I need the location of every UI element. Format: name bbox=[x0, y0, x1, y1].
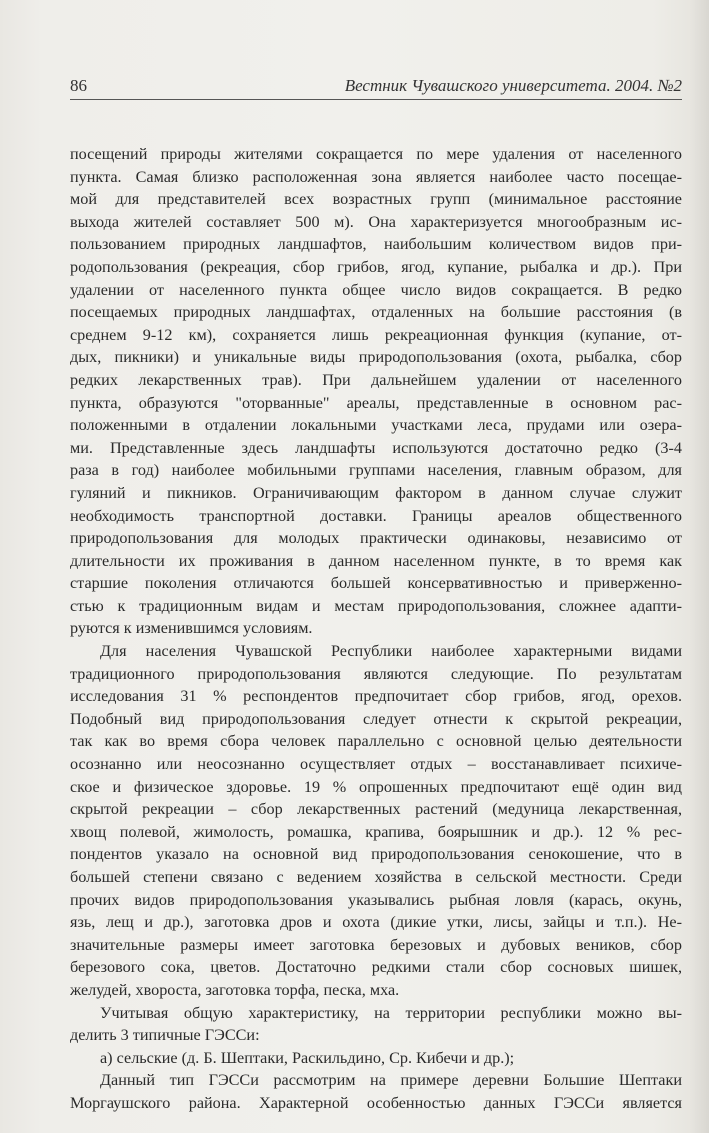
text-line: хвощ полевой, жимолость, ромашка, крапива, боярышник и др.). 12 % рес- bbox=[70, 822, 682, 841]
text-line: большей степени связано с ведением хозяйства в сельской местности. Среди bbox=[70, 868, 682, 886]
text-line: стью к традиционным видам и местам природопользования, сложнее адапти- bbox=[70, 596, 682, 615]
text-line: гуляний и пикников. Ограничивающим фактором в данном случае служит bbox=[70, 483, 682, 502]
text-line: удалении от населенного пункта общее число видов сокращается. В редко bbox=[70, 280, 682, 299]
text-line: старшие поколения отличаются большей консервативностью и приверженно- bbox=[70, 574, 682, 593]
text-line: раза в год) наиболее мобильными группами населения, главным образом, для bbox=[70, 461, 682, 480]
text-line: прочих видов природопользования указывались рыбная ловля (карась, окунь, bbox=[70, 890, 682, 909]
text-line: родопользования (рекреация, сбор грибов, ягод, купание, рыбалка и др.). При bbox=[70, 257, 682, 276]
text-line: Для населения Чувашской Республики наиболее характерными видами bbox=[100, 642, 682, 661]
text-line: посещаемых природных ландшафтах, отдаленных на большие расстояния (в bbox=[70, 303, 682, 322]
text-line: посещений природы жителями сокращается по мере удаления от населенного bbox=[70, 145, 682, 163]
header-rule bbox=[70, 99, 682, 100]
text-line: ское и физическое здоровье. 19 % опрошенных предпочитают ещё один вид bbox=[70, 777, 682, 796]
text-line: мой для представителей всех возрастных групп (минимальное расстояние bbox=[70, 190, 682, 209]
text-line: руются к изменившимся условиям. bbox=[70, 619, 313, 638]
text-line: скрытой рекреации – сбор лекарственных растений (медуница лекарственная, bbox=[70, 800, 682, 819]
text-line: пункта, образуются "оторванные" ареалы, представленные в основном рас- bbox=[70, 393, 682, 412]
text-line: пондентов указало на основной вид природопользования сенокошение, что в bbox=[70, 845, 682, 864]
text-line: Данный тип ГЭССи рассмотрим на примере деревни Большие Шептаки bbox=[100, 1071, 682, 1090]
text-line: делить 3 типичные ГЭССи: bbox=[70, 1026, 260, 1045]
text-line: язь, лещ и др.), заготовка дров и охота (дикие утки, лисы, зайцы и т.п.). Не- bbox=[70, 913, 682, 932]
body-text bbox=[70, 143, 682, 1115]
text-line: пользованием природных ландшафтов, наибольшим количеством видов при- bbox=[70, 235, 682, 254]
running-header bbox=[70, 72, 682, 100]
text-line: положенными в отдалении локальными участками леса, прудами или озера- bbox=[70, 416, 682, 435]
text-line: редких лекарственных трав). При дальнейшем удалении от населенного bbox=[70, 370, 682, 389]
text-line: значительные размеры имеет заготовка березовых и дубовых веников, сбор bbox=[70, 935, 682, 954]
text-line: пункта. Самая близко расположенная зона является наиболее часто посещае- bbox=[70, 167, 682, 186]
text-line: необходимость транспортной доставки. Границы ареалов общественного bbox=[70, 506, 682, 525]
text-line: дых, пикники) и уникальные виды природопользования (охота, рыбалка, сбор bbox=[70, 348, 682, 367]
text-line: а) сельские (д. Б. Шептаки, Раскильдино, Ср. Кибечи и др.); bbox=[100, 1048, 515, 1067]
text-line: Моргаушского района. Характерной особенностью данных ГЭССи является bbox=[70, 1093, 682, 1112]
page-edge-shadow bbox=[689, 0, 709, 1133]
text-line: березового сока, цветов. Достаточно редкими стали сбор сосновых шишек, bbox=[70, 958, 682, 977]
text-line: Учитывая общую характеристику, на территории республики можно вы- bbox=[100, 1003, 682, 1022]
text-line: среднем 9-12 км), сохраняется лишь рекреационная функция (купание, от- bbox=[70, 325, 682, 344]
text-line: так как во время сбора человек параллельно с основной целью деятельности bbox=[70, 732, 682, 751]
text-line: осознанно или неосознанно осуществляет отдых – восстанавливает психиче- bbox=[70, 755, 682, 774]
text-line: длительности их проживания в данном населенном пункте, в то время как bbox=[70, 551, 682, 570]
text-line: природопользования для молодых практически одинаковы, независимо от bbox=[70, 529, 682, 548]
text-line: выхода жителей составляет 500 м). Она характеризуется многообразным ис- bbox=[70, 212, 682, 231]
text-line: традиционного природопользования являются следующие. По результатам bbox=[70, 664, 682, 683]
page-number: 86 bbox=[70, 76, 87, 95]
text-line: исследования 31 % респондентов предпочитает сбор грибов, ягод, орехов. bbox=[70, 687, 682, 706]
journal-title: Вестник Чувашского университета. 2004. №2 bbox=[344, 76, 682, 95]
text-line: желудей, хвороста, заготовка торфа, песка, мха. bbox=[70, 980, 400, 999]
text-line: Подобный вид природопользования следует отнести к скрытой рекреации, bbox=[70, 709, 682, 728]
text-line: ми. Представленные здесь ландшафты используются достаточно редко (3-4 bbox=[70, 438, 682, 457]
